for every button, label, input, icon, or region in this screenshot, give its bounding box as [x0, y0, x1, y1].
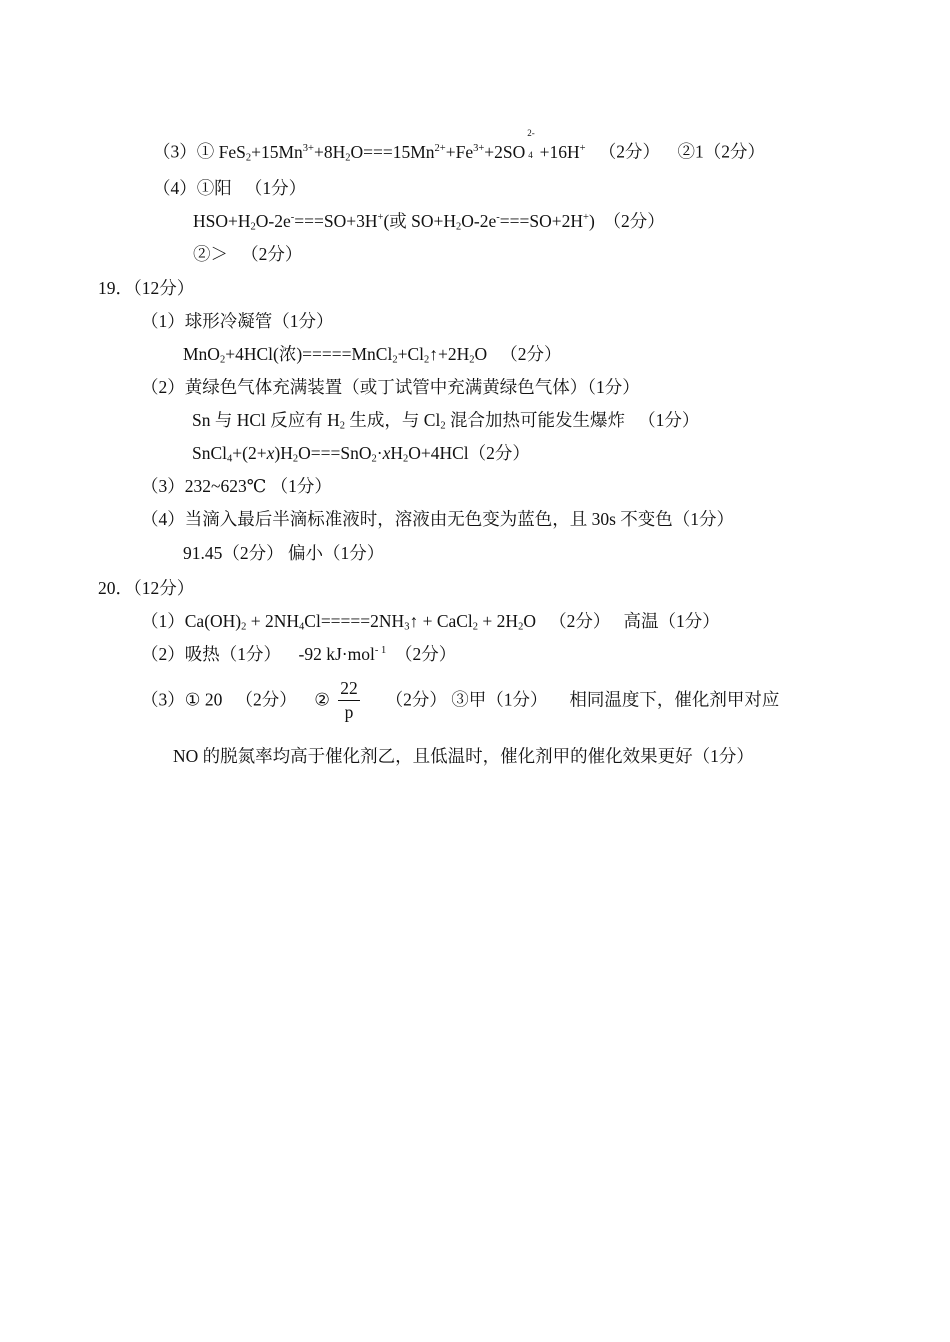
q19-part1-equation-line [183, 346, 562, 364]
q18-p4-eq-score: （2分） [603, 211, 665, 231]
q20-heading: 20．（12分） [98, 578, 195, 598]
sulfate-charge-stack: 2- 4 [527, 128, 535, 160]
q18-p4-score1: （1分） [244, 178, 307, 198]
q20-p2-value: -92 kJ·mol$^{- 1}$ [298, 644, 387, 664]
q19-heading: 19．（12分） [98, 278, 195, 298]
q18-p4-score2: （2分） [241, 244, 303, 264]
q19-p1-equation: MnO$_2$+4HCl(浓)$=====MnCl_2+Cl_2↑+2H_2O$ [183, 344, 488, 366]
q20-p3-score2: （2分） [385, 689, 447, 710]
q20-p1-score: （2分） [549, 611, 611, 631]
q20-p3-circle3: ③甲（1分） [451, 689, 548, 710]
q20-p1-condition: 高温（1分） [623, 611, 720, 631]
q20-p3-fraction: $\frac{22}{p}$ [340, 678, 358, 722]
q19-part1: （1）球形冷凝管（1分） [141, 311, 334, 331]
q18-p3-score1: （2分） [598, 141, 660, 162]
q19-part2-line2: Sn 与 HCl 反应有 $H_2$ 生成，与 $Cl_2$ 混合加热可能发生爆炸 （1分） [192, 410, 700, 432]
q19-part2-equation-line [192, 445, 530, 463]
q20-p3-label: （3） [141, 689, 185, 710]
q18-p3-label: （3） [153, 141, 197, 162]
q20-p2-score: （2分） [394, 644, 457, 664]
q20-part1-line [141, 613, 720, 631]
q18-p4-equation: $HSO+H_2O-2e^-===SO+3H^+$(或 $SO+H_2O-2e^-===SO+2H^+$) [193, 211, 595, 233]
q18-p3-circle1: ① [196, 141, 215, 162]
q18-p3-answer2: 1（2分） [694, 141, 765, 162]
q18-p4-circle2: ②＞ [193, 244, 228, 264]
q19-p2-eq-score: （2分） [468, 443, 530, 463]
q18-p4-label: （4） [153, 178, 197, 198]
q20-part3-reason2: NO 的脱氮率均高于催化剂乙，且低温时，催化剂甲的催化效果更好（1分） [173, 746, 754, 766]
q20-p1-equation: $Ca(OH)_2$ + $2NH_4Cl=====2NH_3↑$ + CaCl$_2$ + $2H_2O$ [184, 611, 536, 633]
q18-p3-equation: $FeS_2+15Mn^{3+}+8H_2O===15Mn^{2+}+Fe^{3+}+2SO$ 2- 4 +16H+ [218, 128, 586, 164]
q19-part4-line2: 91.45（2分） 偏小（1分） [183, 543, 385, 563]
q18-part4-line3 [193, 246, 302, 264]
q19-p2-equation: $SnCl_4+(2+x)H_2O===SnO_2\cdot xH_2O+4HCl$ [192, 443, 469, 465]
q20-p3-score1: （2分） [235, 689, 297, 710]
q20-p2-text: （2）吸热（1分） [141, 644, 281, 664]
q20-part2-line [141, 646, 456, 664]
q20-part3-line [141, 677, 779, 724]
q18-part4-equation-line [193, 213, 665, 231]
q20-p3-circle1: ① 20 [184, 689, 223, 710]
q18-p4-circle1: ①阳 [196, 178, 232, 198]
q19-part2: （2）黄绿色气体充满装置（或丁试管中充满黄绿色气体）（1分） [141, 377, 640, 397]
q19-p2-line2-score: （1分） [638, 410, 700, 430]
q20-p1-label: （1） [141, 611, 185, 631]
q19-p1-score: （2分） [500, 344, 562, 364]
q18-part3-line [153, 128, 765, 164]
q19-part4: （4）当滴入最后半滴标准液时，溶液由无色变为蓝色，且 30s 不变色（1分） [141, 509, 735, 529]
q20-p3-reason1: 相同温度下，催化剂甲对应 [569, 689, 780, 710]
q20-p3-circle2: ② [314, 689, 330, 710]
q18-p3-circle2: ② [677, 141, 695, 162]
q19-part3: （3）232~623℃ （1分） [141, 476, 332, 496]
q18-part4-line1 [153, 180, 306, 198]
